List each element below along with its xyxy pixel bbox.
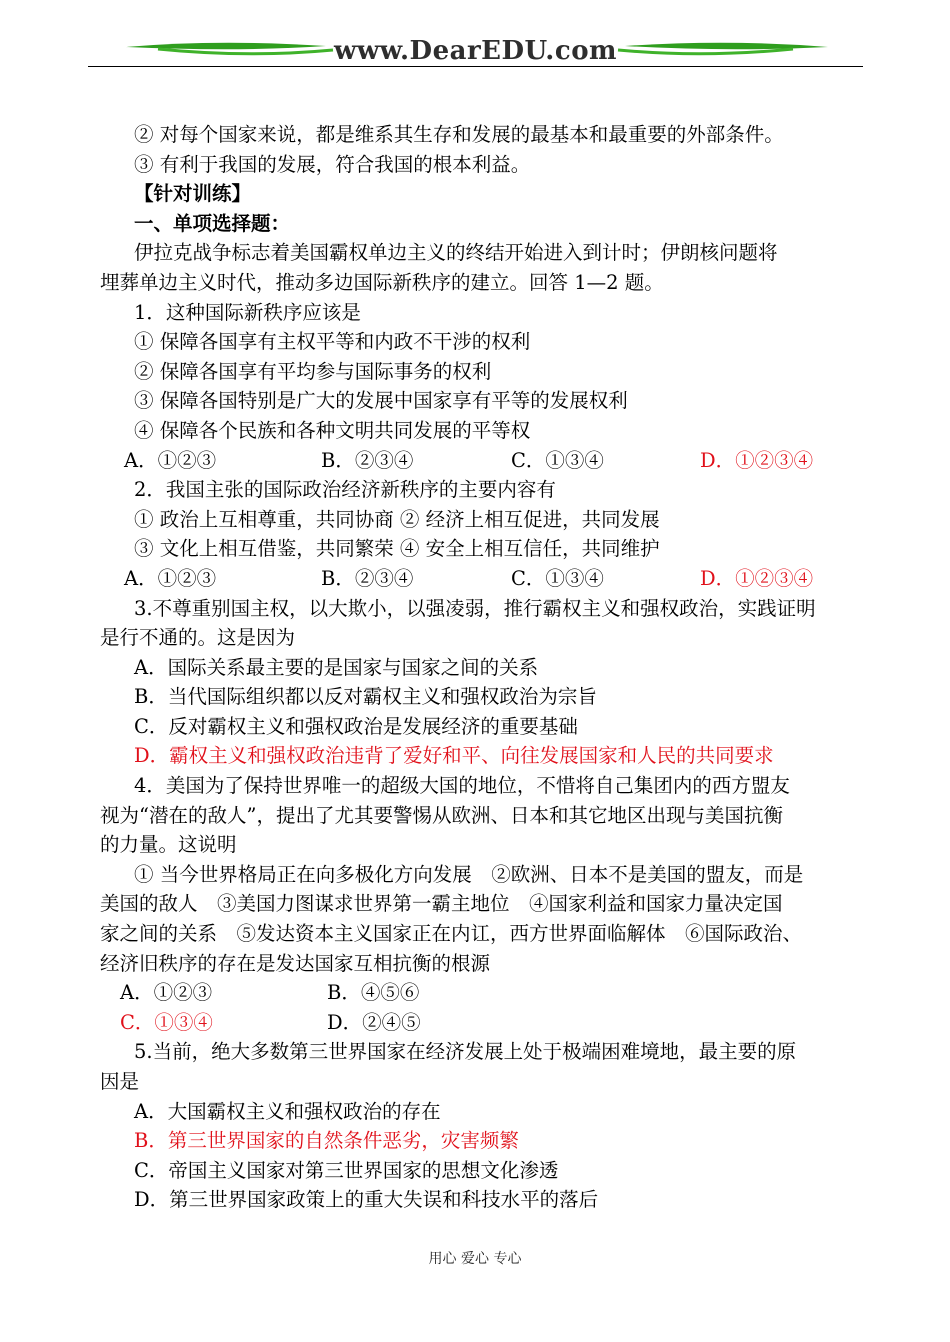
- answer-option: C．①③④: [511, 448, 604, 472]
- answer-option: B．④⑤⑥: [327, 981, 420, 1005]
- answer-options: [100, 1008, 870, 1038]
- text-line: 是行不通的。这是因为: [100, 626, 296, 650]
- text-line: 美国的敌人 ③美国力图谋求世界第一霸主地位 ④国家利益和国家力量决定国: [100, 892, 783, 916]
- text-line: B．当代国际组织都以反对霸权主义和强权政治为宗旨: [134, 685, 597, 709]
- text-line: 伊拉克战争标志着美国霸权单边主义的终结开始进入到计时；伊朗核问题将: [134, 241, 778, 265]
- text-line: ② 保障各国享有平均参与国际事务的权利: [134, 359, 492, 383]
- text-line: 埋葬单边主义时代，推动多边国际新秩序的建立。回答 1—2 题。: [100, 270, 664, 294]
- text-line: A．大国霸权主义和强权政治的存在: [134, 1099, 441, 1123]
- text-line: ③ 文化上相互借鉴，共同繁荣 ④ 安全上相互信任，共同维护: [134, 537, 660, 561]
- text-line: C．反对霸权主义和强权政治是发展经济的重要基础: [134, 714, 578, 738]
- text-line: ① 当今世界格局正在向多极化方向发展 ②欧洲、日本不是美国的盟友，而是: [134, 862, 804, 886]
- text-line: 家之间的关系 ⑤发达资本主义国家正在内讧，西方世界面临解体 ⑥国际政治、: [100, 922, 803, 946]
- answer-option: B．②③④: [321, 448, 414, 472]
- answer-options: [100, 446, 870, 476]
- answer-option: A．①②③: [124, 566, 217, 590]
- text-line: ③ 有利于我国的发展，符合我国的根本利益。: [134, 152, 531, 176]
- text-line: 【针对训练】: [134, 182, 252, 206]
- text-line: A．国际关系最主要的是国家与国家之间的关系: [134, 655, 539, 679]
- text-line: ③ 保障各国特别是广大的发展中国家享有平等的发展权利: [134, 389, 628, 413]
- answer-option: D．①②③④: [700, 566, 814, 590]
- text-line: 5.当前，绝大多数第三世界国家在经济发展上处于极端困难境地，最主要的原: [134, 1040, 797, 1064]
- page-header: [88, 30, 863, 70]
- text-line: D．第三世界国家政策上的重大失误和科技水平的落后: [134, 1188, 599, 1212]
- text-line: ① 保障各国享有主权平等和内政不干涉的权利: [134, 330, 531, 354]
- answer-option: B．②③④: [321, 566, 414, 590]
- text-line: 一、单项选择题：: [134, 211, 291, 235]
- document-body: [100, 120, 870, 1215]
- answer-option: A．①②③: [124, 448, 217, 472]
- answer-options: [100, 978, 870, 1008]
- page-footer: 用心 爱心 专心: [428, 1251, 522, 1267]
- text-line: C．帝国主义国家对第三世界国家的思想文化渗透: [134, 1158, 559, 1182]
- text-line: 3.不尊重别国主权，以大欺小，以强凌弱，推行霸权主义和强权政治，实践证明: [134, 596, 816, 620]
- text-line: 1．这种国际新秩序应该是: [134, 300, 361, 324]
- answer-options: [100, 564, 870, 594]
- answer-option: A．①②③: [120, 981, 213, 1005]
- text-line: 2．我国主张的国际政治经济新秩序的主要内容有: [134, 478, 556, 502]
- text-line: 视为“潜在的敌人”，提出了尤其要警惕从欧洲、日本和其它地区出现与美国抗衡: [100, 803, 783, 827]
- text-line: ② 对每个国家来说，都是维系其生存和发展的最基本和最重要的外部条件。: [134, 123, 784, 146]
- text-line: 4．美国为了保持世界唯一的超级大国的地位，不惜将自己集团内的西方盟友: [134, 774, 790, 798]
- text-line: 因是: [100, 1070, 140, 1093]
- answer-option: D．②④⑤: [327, 1010, 421, 1034]
- text-line: 经济旧秩序的存在是发达国家互相抗衡的根源: [100, 951, 491, 975]
- text-line: 的力量。这说明: [100, 833, 237, 857]
- text-line: B．第三世界国家的自然条件恶劣，灾害频繁: [134, 1129, 519, 1153]
- answer-option: D．①②③④: [700, 448, 814, 472]
- text-line: ④ 保障各个民族和各种文明共同发展的平等权: [134, 418, 531, 442]
- text-line: ① 政治上互相尊重，共同协商 ② 经济上相互促进，共同发展: [134, 507, 660, 531]
- answer-option: C．①③④: [120, 1010, 213, 1034]
- header-rule: [88, 66, 863, 67]
- text-line: D．霸权主义和强权政治违背了爱好和平、向往发展国家和人民的共同要求: [134, 744, 774, 768]
- answer-option: C．①③④: [511, 566, 604, 590]
- site-logo[interactable]: www.DearEDU.com: [333, 36, 618, 66]
